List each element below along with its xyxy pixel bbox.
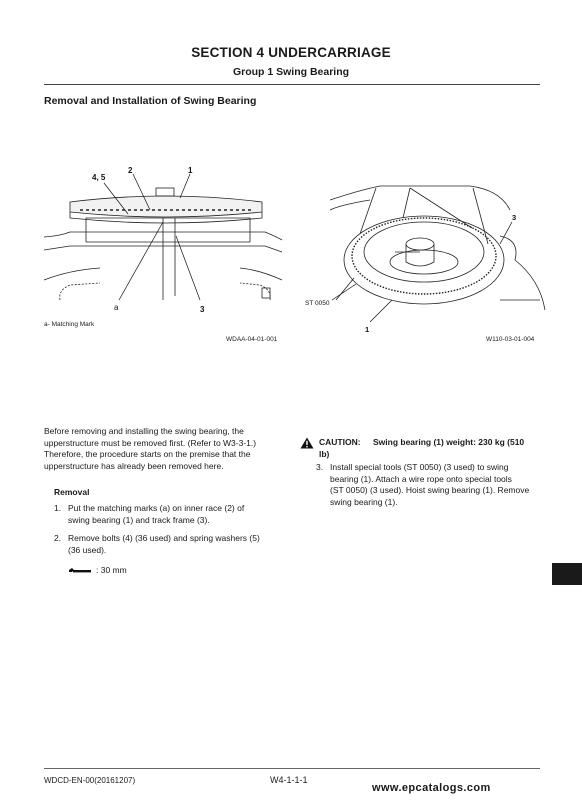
step-line: Remove bolts (4) (36 used) and spring washers (5) bbox=[68, 533, 260, 543]
step-line: (ST 0050) (3 used). Hoist swing bearing (1). Remove bbox=[330, 485, 530, 496]
step-number: 3. bbox=[316, 462, 324, 472]
footer-page-number: W4-1-1-1 bbox=[270, 775, 308, 785]
caution-text-cont: lb) bbox=[319, 448, 330, 459]
step-line: swing bearing (1). bbox=[330, 496, 398, 507]
footer-rule bbox=[44, 768, 540, 769]
caution-block bbox=[300, 437, 550, 465]
footer-doc-code: WDCD-EN-00(20161207) bbox=[44, 776, 136, 785]
wrench-size: : 30 mm bbox=[96, 565, 127, 575]
figures bbox=[0, 0, 582, 340]
label-st0050: ST 0050 bbox=[305, 300, 330, 307]
page-subtitle: Removal and Installation of Swing Bearing bbox=[44, 95, 257, 107]
label-4-5: 4, 5 bbox=[92, 173, 106, 182]
label-2: 2 bbox=[128, 166, 133, 175]
label-1-right: 1 bbox=[365, 325, 370, 334]
intro-line: Therefore, the procedure starts on the premise that the bbox=[44, 449, 251, 460]
figure-left-leaders bbox=[104, 174, 200, 300]
step-3 bbox=[316, 462, 556, 510]
step-line: Install special tools (ST 0050) (3 used) to swing bbox=[330, 462, 509, 472]
step-2 bbox=[54, 533, 284, 557]
label-3-right: 3 bbox=[512, 213, 517, 222]
footer-watermark: www.epcatalogs.com bbox=[372, 782, 491, 794]
step-number: 1. bbox=[54, 503, 62, 513]
intro-line: upperstructure has already been removed here. bbox=[44, 460, 224, 471]
figure-right-illustration bbox=[330, 186, 545, 310]
figure-right-code: W110-03-01-004 bbox=[486, 336, 535, 343]
label-3: 3 bbox=[200, 305, 205, 314]
caution-text: Swing bearing (1) weight: 230 kg (510 bbox=[373, 437, 525, 447]
section-title: SECTION 4 UNDERCARRIAGE bbox=[191, 45, 391, 60]
figure-left-caption: a- Matching Mark bbox=[44, 321, 95, 328]
step-line: (36 used). bbox=[68, 544, 107, 555]
intro-line: Before removing and installing the swing bearing, the bbox=[44, 426, 244, 436]
label-a: a bbox=[114, 303, 119, 312]
figure-right-leaders bbox=[332, 222, 512, 322]
figure-left-illustration bbox=[44, 188, 282, 300]
wrench-icon bbox=[68, 566, 92, 576]
step-1 bbox=[54, 503, 284, 527]
step-line: Put the matching marks (a) on inner race (2) of bbox=[68, 503, 245, 513]
warning-triangle-icon bbox=[300, 437, 314, 449]
section-tab bbox=[552, 563, 582, 585]
caution-label: CAUTION: bbox=[319, 437, 361, 447]
figure-left-code: WDAA-04-01-001 bbox=[226, 336, 278, 343]
intro-paragraph bbox=[44, 426, 256, 472]
step-line: bearing (1). Attach a wire rope onto special tools bbox=[330, 473, 512, 484]
intro-line: upperstructure must be removed first. (Refer to W3-3-1.) bbox=[44, 437, 257, 448]
figure-left-labels bbox=[92, 166, 205, 314]
step-number: 2. bbox=[54, 533, 62, 543]
label-1: 1 bbox=[188, 166, 193, 175]
group-title: Group 1 Swing Bearing bbox=[232, 66, 350, 78]
removal-heading: Removal bbox=[54, 487, 90, 497]
step-line: swing bearing (1) and track frame (3). bbox=[68, 514, 210, 525]
